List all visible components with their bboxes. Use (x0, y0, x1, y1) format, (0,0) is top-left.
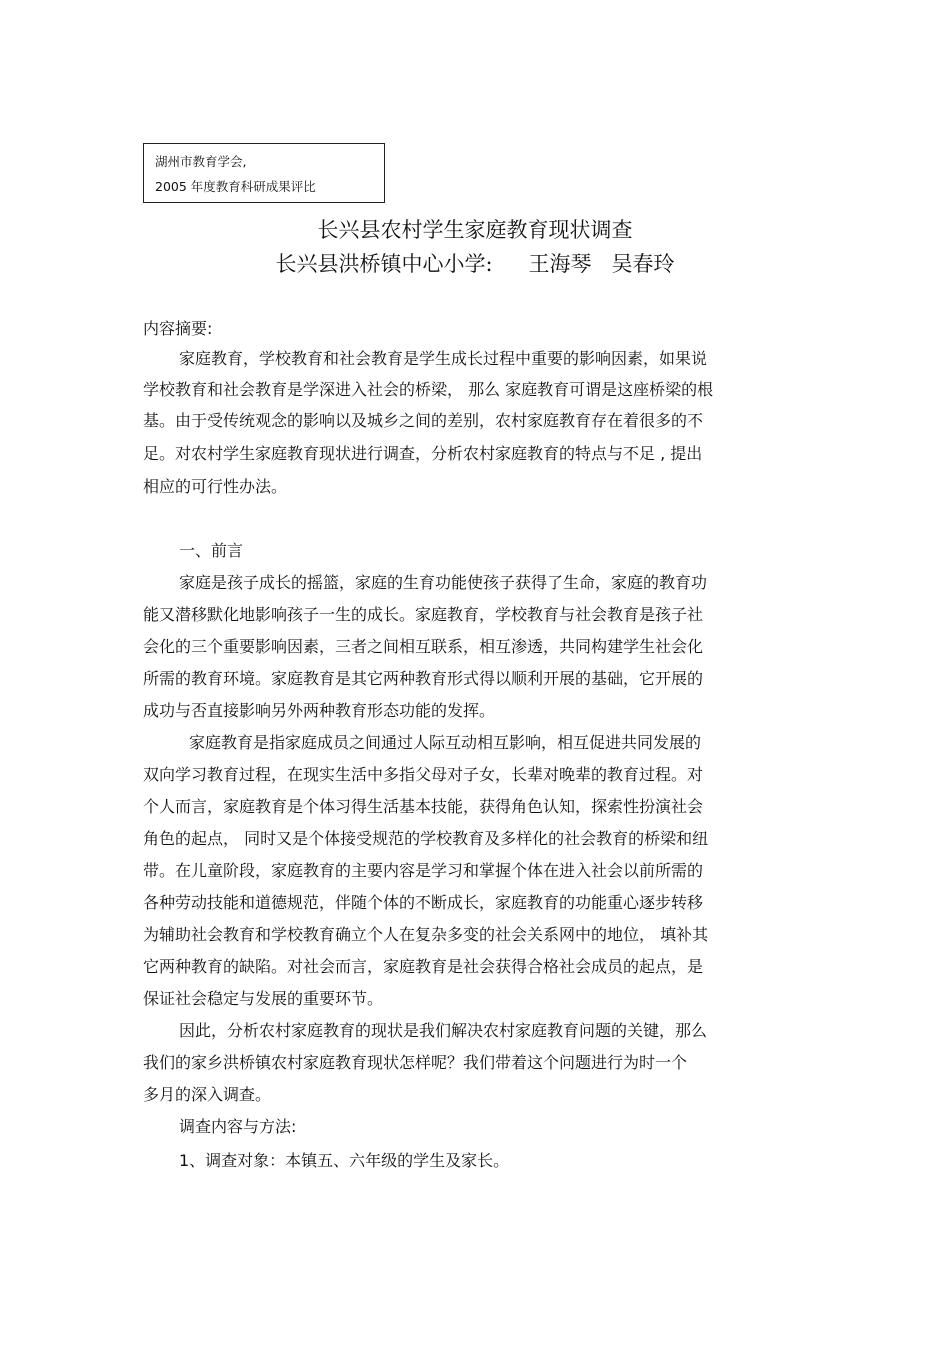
body-line: 双向学习教育过程，在现实生活中多指父母对子女，长辈对晚辈的教育过程。对 (143, 765, 704, 784)
abstract-heading: 内容摘要: (143, 319, 213, 338)
body-line: 为辅助社会教育和学校教育确立个人在复杂多变的社会关系网中的地位， 填补其 (143, 925, 709, 944)
body-line: 家庭教育是指家庭成员之间通过人际互动相互影响，相互促进共同发展的 (189, 733, 702, 752)
body-line: 角色的起点， 同时又是个体接受规范的学校教育及多样化的社会教育的桥梁和纽 (143, 829, 709, 848)
byline-school: 长兴县洪桥镇中心小学: (275, 252, 493, 276)
body-line: 保证社会稳定与发展的重要环节。 (143, 989, 384, 1008)
body-line: 所需的教育环境。家庭教育是其它两种教育形式得以顺利开展的基础，它开展的 (143, 669, 704, 688)
body-line: 基。由于受传统观念的影响以及城乡之间的差别，农村家庭教育存在着很多的不 (143, 411, 704, 430)
body-line: 它两种教育的缺陷。对社会而言，家庭教育是社会获得合格社会成员的起点，是 (143, 957, 704, 976)
byline (0, 248, 950, 278)
body-line: 各种劳动技能和道德规范，伴随个体的不断成长，家庭教育的功能重心逐步转移 (143, 893, 704, 912)
award-note-box (143, 143, 385, 203)
byline-author-2: 吴春玲 (611, 252, 675, 276)
body-line: 成功与否直接影响另外两种教育形态功能的发挥。 (143, 701, 496, 720)
section-heading: 一、前言 (179, 541, 244, 560)
list-item: 1、调查对象：本镇五、六年级的学生及家长。 (179, 1151, 510, 1170)
body-line: 能又潜移默化地影响孩子一生的成长。家庭教育，学校教育与社会教育是孩子社 (143, 605, 704, 624)
body-line: 带。在儿童阶段，家庭教育的主要内容是学习和掌握个体在进入社会以前所需的 (143, 861, 704, 880)
body-line: 个人而言，家庭教育是个体习得生活基本技能，获得角色认知，探索性扮演社会 (143, 797, 704, 816)
document-title: 长兴县农村学生家庭教育现状调查 (317, 218, 633, 242)
body-line: 多月的深入调查。 (143, 1085, 272, 1104)
body-line: 会化的三个重要影响因素，三者之间相互联系，相互渗透，共同构建学生社会化 (143, 637, 704, 656)
byline-author-1: 王海琴 (528, 252, 592, 276)
body-line: 相应的可行性办法。 (143, 477, 288, 496)
body-line: 足。对农村学生家庭教育现状进行调查，分析农村家庭教育的特点与不足 , 提出 (143, 444, 703, 463)
body-line: 家庭教育，学校教育和社会教育是学生成长过程中重要的影响因素，如果说 (179, 349, 708, 368)
body-line: 因此，分析农村家庭教育的现状是我们解决农村家庭教育问题的关键，那么 (179, 1021, 708, 1040)
subsection-heading: 调查内容与方法: (179, 1117, 297, 1136)
body-line: 家庭是孩子成长的摇篮，家庭的生育功能使孩子获得了生命，家庭的教育功 (179, 573, 708, 592)
body-line: 我们的家乡洪桥镇农村家庭教育现状怎样呢？我们带着这个问题进行为时一个 (143, 1053, 688, 1072)
award-note-line2: 2005 年度教育科研成果评比 (155, 179, 316, 194)
award-note-line1: 湖州市教育学会, (155, 154, 247, 169)
body-line: 学校教育和社会教育是学深进入社会的桥梁， 那么 家庭教育可谓是这座桥梁的根 (143, 380, 714, 399)
